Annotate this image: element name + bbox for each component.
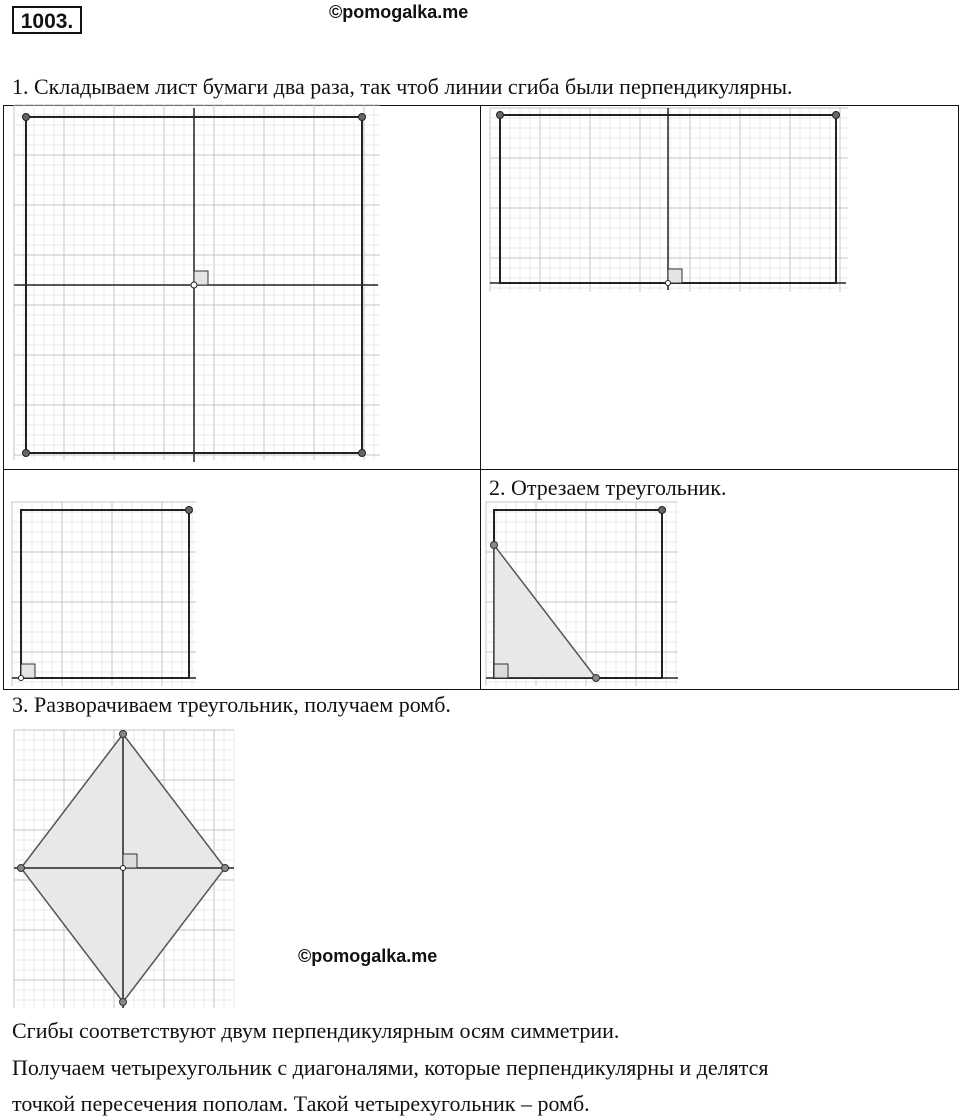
vertex-point — [120, 999, 127, 1006]
step2-text: 2. Отрезаем треугольник. — [489, 475, 727, 500]
conclusion-line-2: Получаем четырехугольник с диагоналями, которые перпендикулярны и делятся — [12, 1055, 769, 1080]
vertex-point — [18, 865, 25, 872]
step3-text: 3. Разворачиваем треугольник, получаем ромб. — [12, 692, 451, 717]
vertex-point — [222, 865, 229, 872]
watermark-top: ©pomogalka.me — [329, 2, 469, 22]
step1-text: 1. Складываем лист бумаги два раза, так чтоб линии сгиба были перпендикулярны. — [12, 74, 793, 99]
center-point — [121, 866, 126, 871]
conclusion-line-3: точкой пересечения пополам. Такой четырехугольник – ромб. — [12, 1091, 590, 1116]
conclusion-line-1: Сгибы соответствуют двум перпендикулярным осям симметрии. — [12, 1018, 620, 1043]
vertex-point — [120, 731, 127, 738]
watermark-bottom: ©pomogalka.me — [298, 946, 438, 966]
problem-number: 1003. — [12, 6, 82, 34]
